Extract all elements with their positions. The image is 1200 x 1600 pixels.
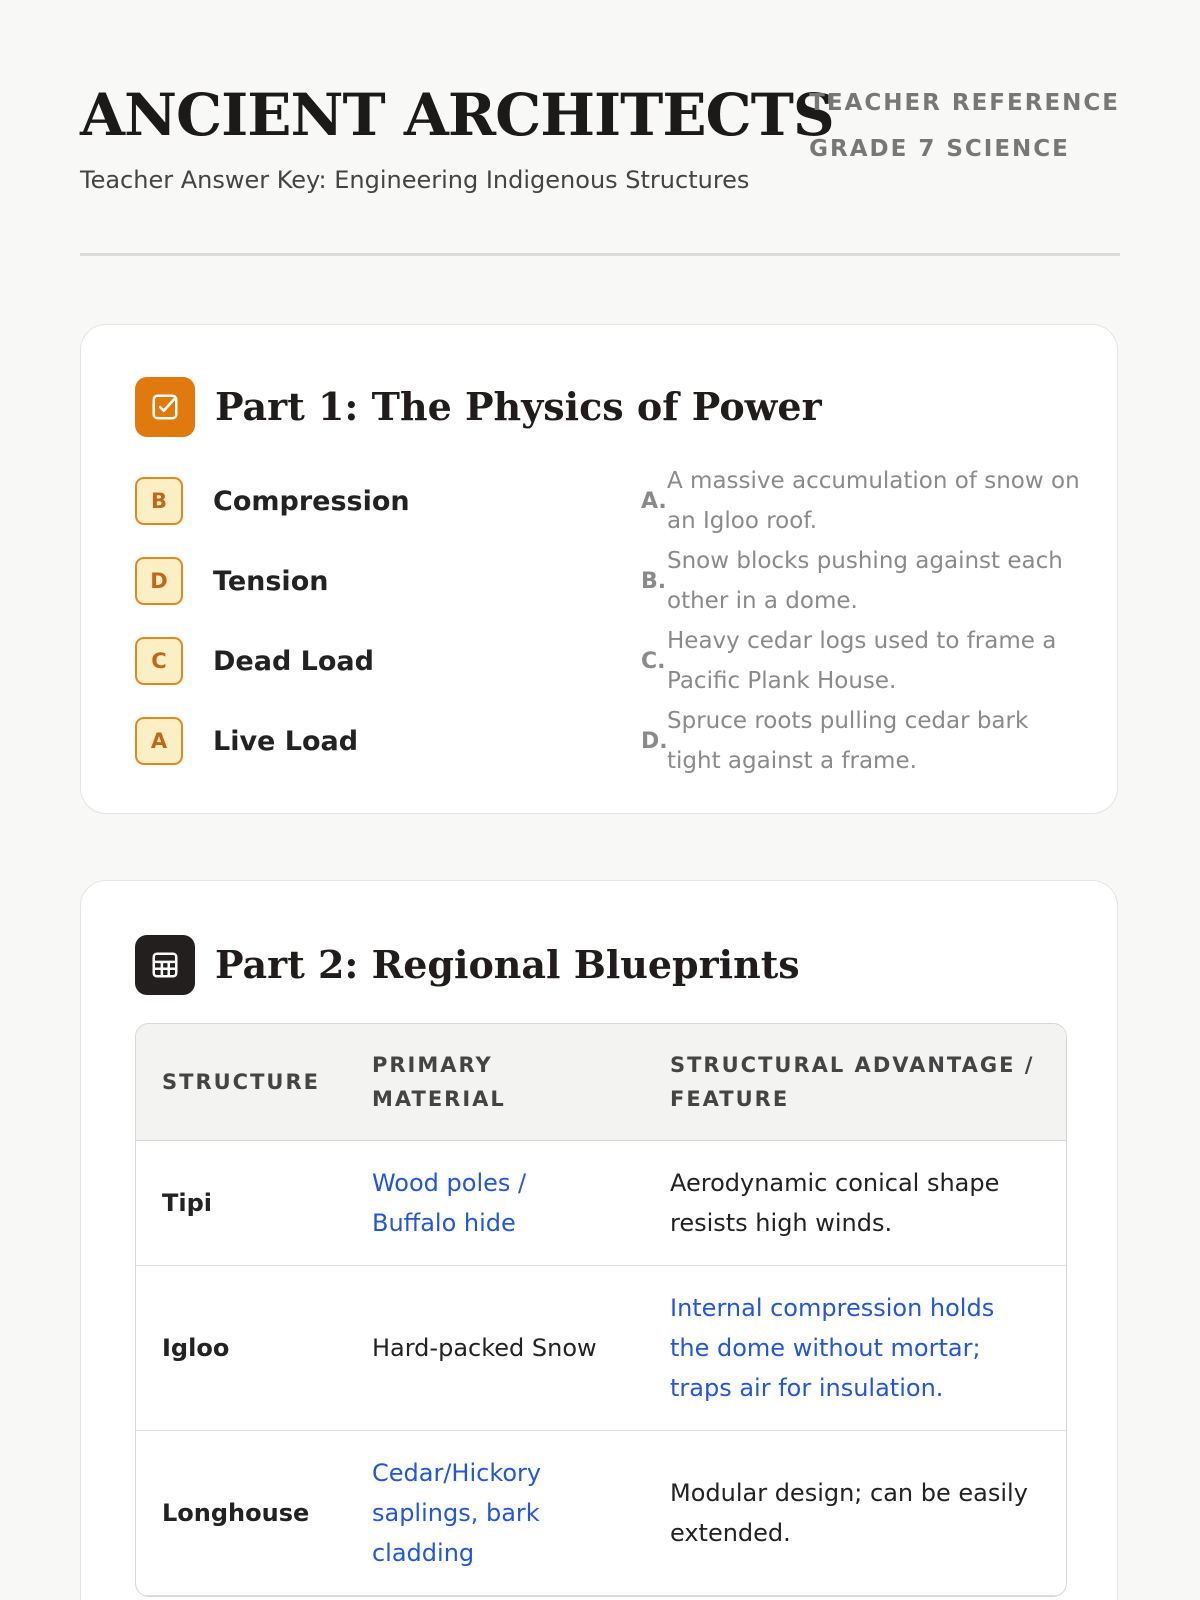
material-cell: Cedar/Hickory saplings, bark cladding xyxy=(346,1431,644,1596)
page-title: ANCIENT ARCHITECTS xyxy=(80,81,834,149)
feature-cell: Internal compression holds the dome without mortar; traps air for insulation. xyxy=(644,1266,1066,1431)
match-row xyxy=(135,541,565,621)
table-row xyxy=(136,1141,1066,1266)
audience-label: TEACHER REFERENCE xyxy=(809,90,1120,116)
match-row xyxy=(135,621,565,701)
part2-heading xyxy=(135,935,800,995)
feature-cell: Aerodynamic conical shape resists high winds. xyxy=(644,1141,1066,1266)
part1-heading xyxy=(135,377,822,437)
part2-card xyxy=(80,880,1118,1600)
header-meta xyxy=(809,80,1120,172)
definition-letter: D. xyxy=(641,728,668,754)
part1-title: Part 1: The Physics of Power xyxy=(215,384,822,429)
grade-label: GRADE 7 SCIENCE xyxy=(809,136,1070,162)
definition-text: Spruce roots pulling cedar bark tight against a frame. xyxy=(667,708,1029,774)
material-cell: Wood poles / Buffalo hide xyxy=(346,1141,644,1266)
match-row xyxy=(135,701,565,781)
answer-badge: C xyxy=(135,637,183,685)
answer-badge: A xyxy=(135,717,183,765)
structure-cell: Longhouse xyxy=(136,1431,346,1596)
answer-badge: B xyxy=(135,477,183,525)
structure-cell: Tipi xyxy=(136,1141,346,1266)
term-label: Compression xyxy=(213,485,410,517)
material-cell: Hard-packed Snow xyxy=(346,1266,644,1431)
column-header-structure: STRUCTURE xyxy=(136,1024,346,1141)
definition-row xyxy=(641,621,1081,701)
term-label: Live Load xyxy=(213,725,359,757)
table-row xyxy=(136,1431,1066,1596)
definition-text: Heavy cedar logs used to frame a Pacific Plank House. xyxy=(667,628,1057,694)
answer-badge: D xyxy=(135,557,183,605)
definition-letter: C. xyxy=(641,648,666,674)
part1-card xyxy=(80,324,1118,814)
match-row xyxy=(135,461,565,541)
definition-letter: A. xyxy=(641,488,667,514)
table-icon xyxy=(135,935,195,995)
definition-row xyxy=(641,701,1081,781)
column-header-material: PRIMARY MATERIAL xyxy=(346,1024,644,1141)
table-header-row xyxy=(136,1024,1066,1141)
blueprint-table xyxy=(135,1023,1067,1597)
definition-text: A massive accumulation of snow on an Igloo roof. xyxy=(667,468,1080,534)
table-row xyxy=(136,1266,1066,1431)
feature-cell: Modular design; can be easily extended. xyxy=(644,1431,1066,1596)
definition-row xyxy=(641,541,1081,621)
column-header-feature: STRUCTURAL ADVANTAGE / FEATURE xyxy=(644,1024,1066,1141)
page-subtitle: Teacher Answer Key: Engineering Indigenous Structures xyxy=(80,166,750,194)
term-label: Tension xyxy=(213,565,329,597)
term-label: Dead Load xyxy=(213,645,374,677)
definition-row xyxy=(641,461,1081,541)
part2-title: Part 2: Regional Blueprints xyxy=(215,942,800,987)
match-list xyxy=(135,461,565,781)
checkbox-icon xyxy=(135,377,195,437)
definition-text: Snow blocks pushing against each other in a dome. xyxy=(667,548,1063,614)
header-divider xyxy=(80,253,1120,256)
structure-cell: Igloo xyxy=(136,1266,346,1431)
definition-letter: B. xyxy=(641,568,667,594)
definition-list xyxy=(641,461,1081,781)
